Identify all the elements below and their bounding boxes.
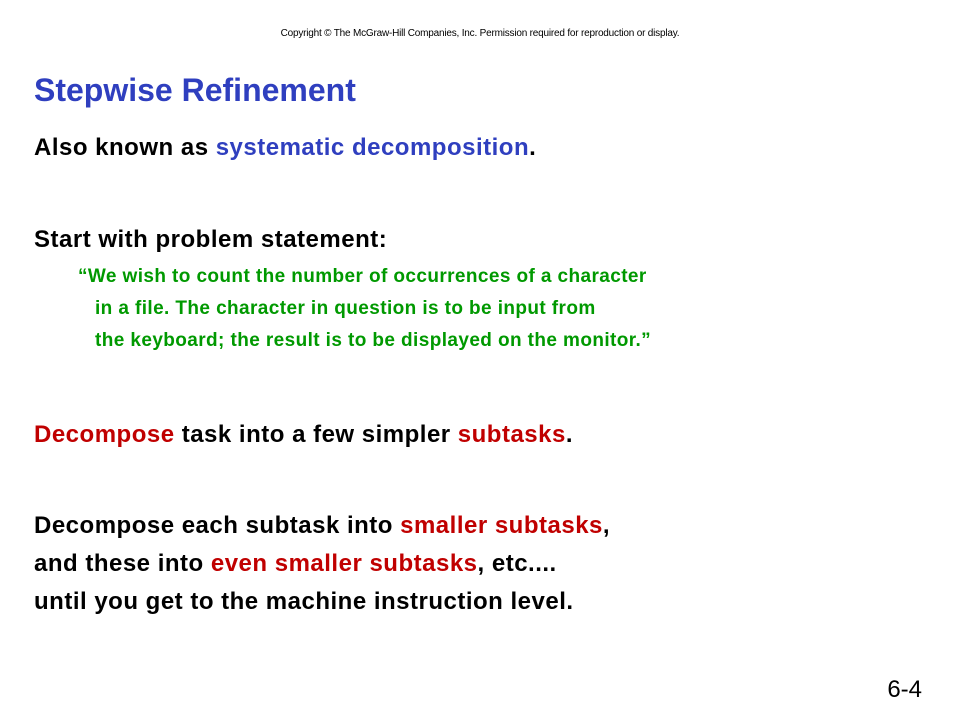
each-line-2-prefix: and these into bbox=[34, 550, 211, 577]
each-line-1-suffix: , bbox=[602, 512, 611, 539]
aka-prefix: Also known as bbox=[34, 134, 216, 161]
aka-highlight: systematic decomposition bbox=[215, 134, 530, 161]
quote-line-3: the keyboard; the result is to be displayed on the monitor.” bbox=[95, 330, 652, 351]
each-line-1 bbox=[34, 512, 610, 540]
each-line-2-suffix: , etc.... bbox=[477, 550, 557, 577]
each-line-2-highlight: even smaller subtasks bbox=[210, 550, 478, 577]
decompose-word: Decompose bbox=[34, 421, 175, 448]
each-line-1-highlight: smaller subtasks bbox=[400, 512, 603, 539]
aka-suffix: . bbox=[529, 134, 537, 161]
each-line-3: until you get to the machine instruction level. bbox=[34, 588, 574, 615]
quote-line-2: in a file. The character in question is to be input from bbox=[95, 298, 596, 319]
each-line-2 bbox=[34, 550, 557, 578]
page-number: 6-4 bbox=[887, 676, 922, 703]
copyright-notice: Copyright © The McGraw-Hill Companies, Inc. Permission required for reproduction or display. bbox=[280, 28, 680, 39]
aka-line bbox=[34, 134, 536, 162]
decompose-end: . bbox=[565, 421, 574, 448]
slide-title: Stepwise Refinement bbox=[34, 72, 356, 108]
start-line: Start with problem statement: bbox=[34, 226, 388, 253]
subtasks-word: subtasks bbox=[457, 421, 566, 448]
decompose-line bbox=[34, 421, 573, 449]
quote-line-1: “We wish to count the number of occurrences of a character bbox=[78, 266, 647, 287]
each-line-1-prefix: Decompose each subtask into bbox=[34, 512, 401, 539]
decompose-middle: task into a few simpler bbox=[174, 421, 458, 448]
